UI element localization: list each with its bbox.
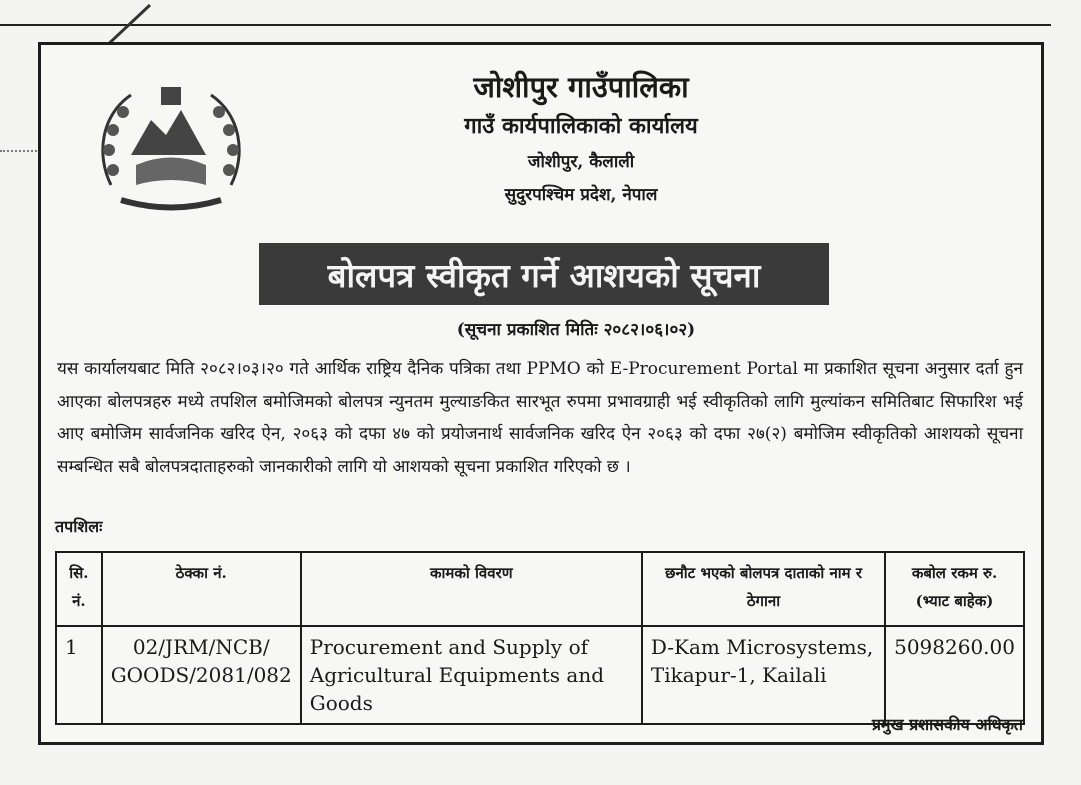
table-header-row <box>56 552 1024 626</box>
notice-title: बोलपत्र स्वीकृत गर्ने आशयको सूचना <box>259 243 829 305</box>
cell-amount: 5098260.00 <box>885 626 1024 724</box>
col-header-bidder: छनौट भएको बोलपत्र दाताको नाम र ठेगाना <box>642 552 885 626</box>
organization-name: जोशीपुर गाउँपालिका <box>473 70 689 104</box>
col-header-sn: सि. नं. <box>56 552 102 626</box>
details-label: तपशिलः <box>55 517 103 536</box>
office-location: जोशीपुर, कैलाली <box>527 152 635 172</box>
cell-contract-no: 02/JRM/NCB/ GOODS/2081/082 <box>102 626 301 724</box>
col-header-amount: कबोल रकम रु. (भ्याट बाहेक) <box>885 552 1024 626</box>
bid-table <box>55 551 1025 725</box>
notice-frame <box>38 42 1044 745</box>
cell-description: Procurement and Supply of Agricultural Equipments and Goods <box>301 626 642 724</box>
col-header-description: कामको विवरण <box>301 552 642 626</box>
office-header <box>41 67 1041 211</box>
col-header-contract-no: ठेक्का नं. <box>102 552 301 626</box>
cell-bidder: D-Kam Microsystems, Tikapur-1, Kailali <box>642 626 885 724</box>
office-name: गाउँ कार्यपालिकाको कार्यालय <box>464 113 698 139</box>
table-row <box>56 626 1024 724</box>
page-edge-dots <box>0 150 40 154</box>
province-country: सुदुरपश्चिम प्रदेश, नेपाल <box>504 185 658 205</box>
published-date: (सूचना प्रकाशित मितिः २०८२।०६।०२) <box>456 320 696 340</box>
notice-body: यस कार्यालयबाट मिति २०८२।०३।२० गते आर्थिक राष्ट्रिय दैनिक पत्रिका तथा PPMO को E-Procurement Portal मा प्रकाशित सूचना अनुसार दर्ता हुन आएका बोलपत्रहरु मध्ये तपशिल बमोजिमको बोलपत्र न्युनतम मुल्याङकित सारभूत रुपमा प्रभावग्राही भई स्वीकृतिको लागि मुल्यांकन समितिबाट सिफारिश भई आए बमोजिम सार्वजनिक खरिद ऐन, २०६३ को दफा ४७ को प्रयोजनार्थ सार्वजनिक खरिद ऐन २०६३ को दफा २७(२) बमोजिम स्वीकृतिको आशयको सूचना सम्बन्धित सबै बोलपत्रदाताहरुको जानकारीको लागि यो आशयको सूचना प्रकाशित गरिएको छ । <box>57 359 1023 477</box>
cell-sn: 1 <box>56 626 102 724</box>
signatory-title: प्रमुख प्रशासकीय अधिकृत <box>871 715 1023 734</box>
